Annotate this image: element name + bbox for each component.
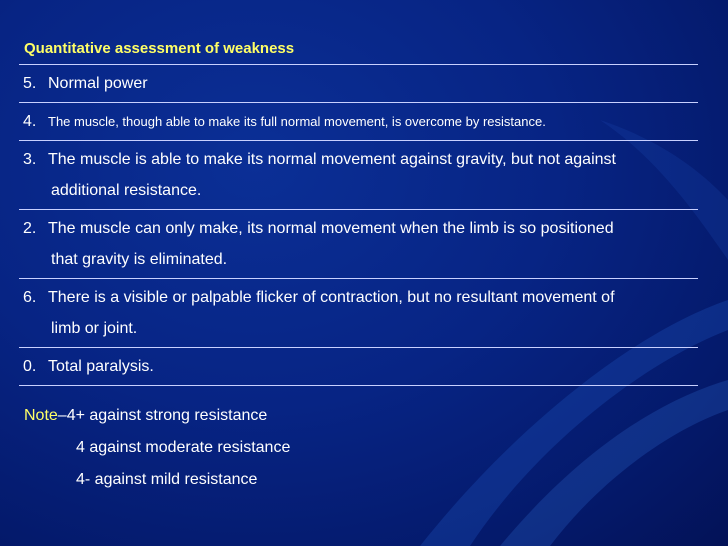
grade-row bbox=[19, 278, 698, 347]
grade-text: The muscle is able to make its normal movement against gravity, but not against bbox=[48, 151, 616, 168]
note-label: Note bbox=[24, 407, 58, 424]
grade-text: The muscle, though able to make its full normal movement, is overcome by resistance. bbox=[48, 114, 546, 129]
grade-text: The muscle can only make, its normal movement when the limb is so positioned bbox=[48, 220, 614, 237]
grade-table bbox=[19, 64, 698, 386]
grade-text: There is a visible or palpable flicker of contraction, but no resultant movement of bbox=[48, 289, 615, 306]
grade-number: 0. bbox=[23, 358, 37, 375]
grade-number: 2. bbox=[23, 220, 37, 237]
grade-number: 3. bbox=[23, 151, 37, 168]
note-block bbox=[24, 400, 290, 496]
slide-title: Quantitative assessment of weakness bbox=[24, 40, 295, 57]
grade-number: 5. bbox=[23, 75, 37, 92]
grade-row bbox=[19, 64, 698, 102]
grade-row bbox=[19, 102, 698, 140]
grade-text-continuation: limb or joint. bbox=[51, 320, 138, 337]
grade-number: 6. bbox=[23, 289, 37, 306]
note-line: 4 against moderate resistance bbox=[76, 439, 291, 456]
grade-text: Total paralysis. bbox=[48, 358, 154, 375]
grade-text: Normal power bbox=[48, 75, 148, 92]
grade-number: 4. bbox=[23, 113, 37, 130]
note-line: 4- against mild resistance bbox=[76, 471, 258, 488]
grade-row bbox=[19, 209, 698, 278]
grade-row bbox=[19, 347, 698, 386]
note-first-line bbox=[24, 400, 290, 432]
grade-text-continuation: that gravity is eliminated. bbox=[51, 251, 228, 268]
grade-text-continuation: additional resistance. bbox=[51, 182, 202, 199]
grade-row bbox=[19, 140, 698, 209]
note-text: –4+ against strong resistance bbox=[57, 407, 268, 424]
